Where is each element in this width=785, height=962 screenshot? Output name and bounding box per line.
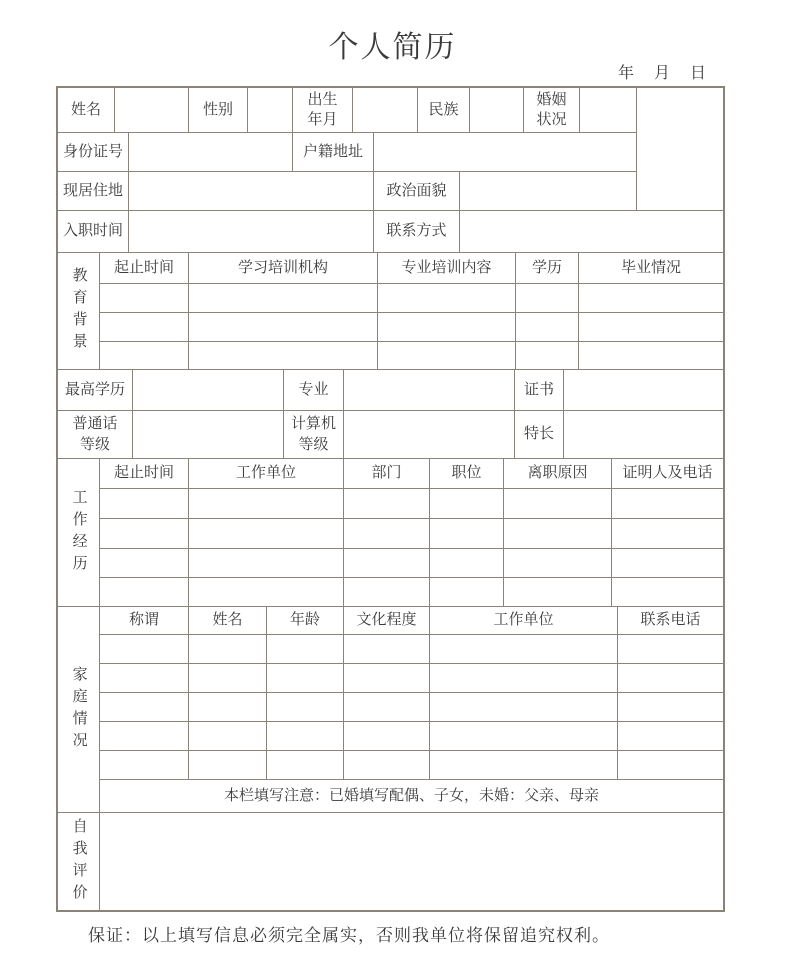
- education-blank-row: [100, 313, 723, 342]
- family-education-input[interactable]: [344, 722, 430, 751]
- self-evaluation-label: 自我评价: [58, 813, 100, 910]
- family-blank-row: [100, 635, 723, 664]
- id-number-input[interactable]: [129, 133, 293, 172]
- household-address-input[interactable]: [374, 133, 637, 172]
- work-section-label: 工作经历: [58, 459, 100, 607]
- work-leave-reason-input[interactable]: [504, 549, 612, 578]
- entry-date-label: 入职时间: [58, 211, 129, 253]
- family-header-phone: 联系电话: [618, 607, 723, 635]
- family-age-input[interactable]: [267, 664, 344, 693]
- work-leave-reason-input[interactable]: [504, 519, 612, 549]
- work-position-input[interactable]: [430, 549, 504, 578]
- edu-period-input[interactable]: [100, 342, 189, 370]
- work-header-department: 部门: [344, 459, 430, 489]
- education-grid: [100, 253, 723, 370]
- gender-label: 性别: [189, 88, 248, 133]
- birthdate-input[interactable]: [353, 88, 418, 133]
- current-residence-label: 现居住地: [58, 172, 129, 211]
- edu-header-content: 专业培训内容: [378, 253, 516, 284]
- name-input[interactable]: [115, 88, 189, 133]
- edu-graduation-input[interactable]: [579, 342, 723, 370]
- certificate-label: 证书: [515, 370, 564, 411]
- family-blank-row: [100, 693, 723, 722]
- family-education-input[interactable]: [344, 751, 430, 780]
- gender-input[interactable]: [248, 88, 293, 133]
- family-relation-input[interactable]: [100, 693, 189, 722]
- work-header-row: [100, 459, 723, 489]
- family-grid: [100, 607, 723, 813]
- family-employer-input[interactable]: [430, 751, 618, 780]
- marital-status-input[interactable]: [580, 88, 637, 133]
- major-input[interactable]: [344, 370, 515, 411]
- personal-row-1: [58, 88, 637, 133]
- work-blank-row: [100, 578, 723, 607]
- highest-education-input[interactable]: [133, 370, 284, 411]
- family-education-input[interactable]: [344, 664, 430, 693]
- family-relation-input[interactable]: [100, 722, 189, 751]
- work-department-input[interactable]: [344, 489, 430, 519]
- personal-row-3: [58, 172, 637, 211]
- education-section: [58, 253, 723, 370]
- edu-period-input[interactable]: [100, 313, 189, 342]
- certificate-input[interactable]: [564, 370, 723, 411]
- work-grid: [100, 459, 723, 607]
- work-company-input[interactable]: [189, 549, 344, 578]
- work-department-input[interactable]: [344, 578, 430, 607]
- work-position-input[interactable]: [430, 578, 504, 607]
- date-line: 年 月 日: [617, 65, 706, 82]
- work-position-input[interactable]: [430, 519, 504, 549]
- edu-degree-input[interactable]: [516, 313, 579, 342]
- family-name-input[interactable]: [189, 751, 267, 780]
- family-employer-input[interactable]: [430, 635, 618, 664]
- family-phone-input[interactable]: [618, 693, 723, 722]
- work-department-input[interactable]: [344, 549, 430, 578]
- family-note-row: [100, 780, 723, 813]
- qualification-row-2: [58, 411, 723, 459]
- computer-level-input[interactable]: [344, 411, 515, 459]
- family-relation-input[interactable]: [100, 751, 189, 780]
- photo-box[interactable]: [637, 88, 723, 211]
- work-reference-input[interactable]: [612, 489, 723, 519]
- family-header-row: [100, 607, 723, 635]
- major-label: 专业: [284, 370, 344, 411]
- mandarin-level-input[interactable]: [133, 411, 284, 459]
- edu-graduation-input[interactable]: [579, 284, 723, 313]
- family-name-input[interactable]: [189, 664, 267, 693]
- edu-period-input[interactable]: [100, 284, 189, 313]
- work-header-period: 起止时间: [100, 459, 189, 489]
- family-name-input[interactable]: [189, 635, 267, 664]
- work-blank-row: [100, 519, 723, 549]
- work-period-input[interactable]: [100, 489, 189, 519]
- family-education-input[interactable]: [344, 635, 430, 664]
- footer-guarantee: 保证：以上填写信息必须完全属实，否则我单位将保留追究权利。: [88, 926, 610, 945]
- ethnicity-label: 民族: [418, 88, 470, 133]
- family-name-input[interactable]: [189, 693, 267, 722]
- family-employer-input[interactable]: [430, 722, 618, 751]
- name-label: 姓名: [58, 88, 115, 133]
- political-status-input[interactable]: [460, 172, 637, 211]
- edu-degree-input[interactable]: [516, 342, 579, 370]
- education-blank-row: [100, 342, 723, 370]
- work-reference-input[interactable]: [612, 549, 723, 578]
- edu-institution-input[interactable]: [189, 284, 378, 313]
- family-header-age: 年龄: [267, 607, 344, 635]
- family-note: 本栏填写注意：已婚填写配偶、子女，未婚：父亲、母亲: [100, 780, 723, 813]
- family-age-input[interactable]: [267, 635, 344, 664]
- work-company-input[interactable]: [189, 578, 344, 607]
- work-header-leave-reason: 离职原因: [504, 459, 612, 489]
- mandarin-level-label: 普通话等级: [58, 411, 133, 459]
- family-employer-input[interactable]: [430, 664, 618, 693]
- education-header-row: [100, 253, 723, 284]
- self-evaluation-input[interactable]: [100, 813, 723, 910]
- edu-institution-input[interactable]: [189, 313, 378, 342]
- household-address-label: 户籍地址: [293, 133, 374, 172]
- education-section-label: 教育背景: [58, 253, 100, 370]
- family-age-input[interactable]: [267, 722, 344, 751]
- entry-date-input[interactable]: [129, 211, 374, 253]
- family-age-input[interactable]: [267, 693, 344, 722]
- work-header-company: 工作单位: [189, 459, 344, 489]
- work-blank-row: [100, 549, 723, 578]
- family-header-relation: 称谓: [100, 607, 189, 635]
- work-position-input[interactable]: [430, 489, 504, 519]
- id-number-label: 身份证号: [58, 133, 129, 172]
- family-blank-row: [100, 722, 723, 751]
- personal-row-4: [58, 211, 723, 253]
- work-period-input[interactable]: [100, 519, 189, 549]
- family-blank-row: [100, 751, 723, 780]
- work-blank-row: [100, 489, 723, 519]
- edu-header-institution: 学习培训机构: [189, 253, 378, 284]
- work-department-input[interactable]: [344, 519, 430, 549]
- family-employer-input[interactable]: [430, 693, 618, 722]
- edu-header-degree: 学历: [516, 253, 579, 284]
- political-status-label: 政治面貌: [374, 172, 460, 211]
- work-leave-reason-input[interactable]: [504, 489, 612, 519]
- current-residence-input[interactable]: [129, 172, 374, 211]
- work-company-input[interactable]: [189, 489, 344, 519]
- edu-header-period: 起止时间: [100, 253, 189, 284]
- personal-row-2: [58, 133, 637, 172]
- edu-graduation-input[interactable]: [579, 313, 723, 342]
- work-reference-input[interactable]: [612, 578, 723, 607]
- work-header-reference: 证明人及电话: [612, 459, 723, 489]
- qualification-row-1: [58, 370, 723, 411]
- education-blank-row: [100, 284, 723, 313]
- family-relation-input[interactable]: [100, 635, 189, 664]
- family-name-input[interactable]: [189, 722, 267, 751]
- family-header-name: 姓名: [189, 607, 267, 635]
- contact-input[interactable]: [460, 211, 723, 253]
- family-phone-input[interactable]: [618, 635, 723, 664]
- page-title: 个人简历: [328, 31, 457, 64]
- work-header-position: 职位: [430, 459, 504, 489]
- work-period-input[interactable]: [100, 578, 189, 607]
- self-evaluation-section: [58, 813, 723, 910]
- personal-left-block: [58, 88, 637, 211]
- family-phone-input[interactable]: [618, 722, 723, 751]
- family-header-education: 文化程度: [344, 607, 430, 635]
- edu-degree-input[interactable]: [516, 284, 579, 313]
- resume-table: [56, 86, 725, 912]
- specialty-label: 特长: [515, 411, 564, 459]
- edu-header-graduation: 毕业情况: [579, 253, 723, 284]
- edu-institution-input[interactable]: [189, 342, 378, 370]
- family-section-label: 家庭情况: [58, 607, 100, 813]
- family-phone-input[interactable]: [618, 664, 723, 693]
- work-company-input[interactable]: [189, 519, 344, 549]
- highest-education-label: 最高学历: [58, 370, 133, 411]
- contact-label: 联系方式: [374, 211, 460, 253]
- work-leave-reason-input[interactable]: [504, 578, 612, 607]
- family-blank-row: [100, 664, 723, 693]
- family-relation-input[interactable]: [100, 664, 189, 693]
- birthdate-label: 出生年月: [293, 88, 353, 133]
- marital-status-label: 婚姻状况: [524, 88, 580, 133]
- edu-content-input[interactable]: [378, 313, 516, 342]
- work-section: [58, 459, 723, 607]
- ethnicity-input[interactable]: [470, 88, 524, 133]
- family-education-input[interactable]: [344, 693, 430, 722]
- edu-content-input[interactable]: [378, 342, 516, 370]
- family-header-employer: 工作单位: [430, 607, 618, 635]
- edu-content-input[interactable]: [378, 284, 516, 313]
- family-phone-input[interactable]: [618, 751, 723, 780]
- work-period-input[interactable]: [100, 549, 189, 578]
- work-reference-input[interactable]: [612, 519, 723, 549]
- family-age-input[interactable]: [267, 751, 344, 780]
- personal-info-block: [58, 88, 723, 211]
- family-section: [58, 607, 723, 813]
- computer-level-label: 计算机等级: [284, 411, 344, 459]
- specialty-input[interactable]: [564, 411, 723, 459]
